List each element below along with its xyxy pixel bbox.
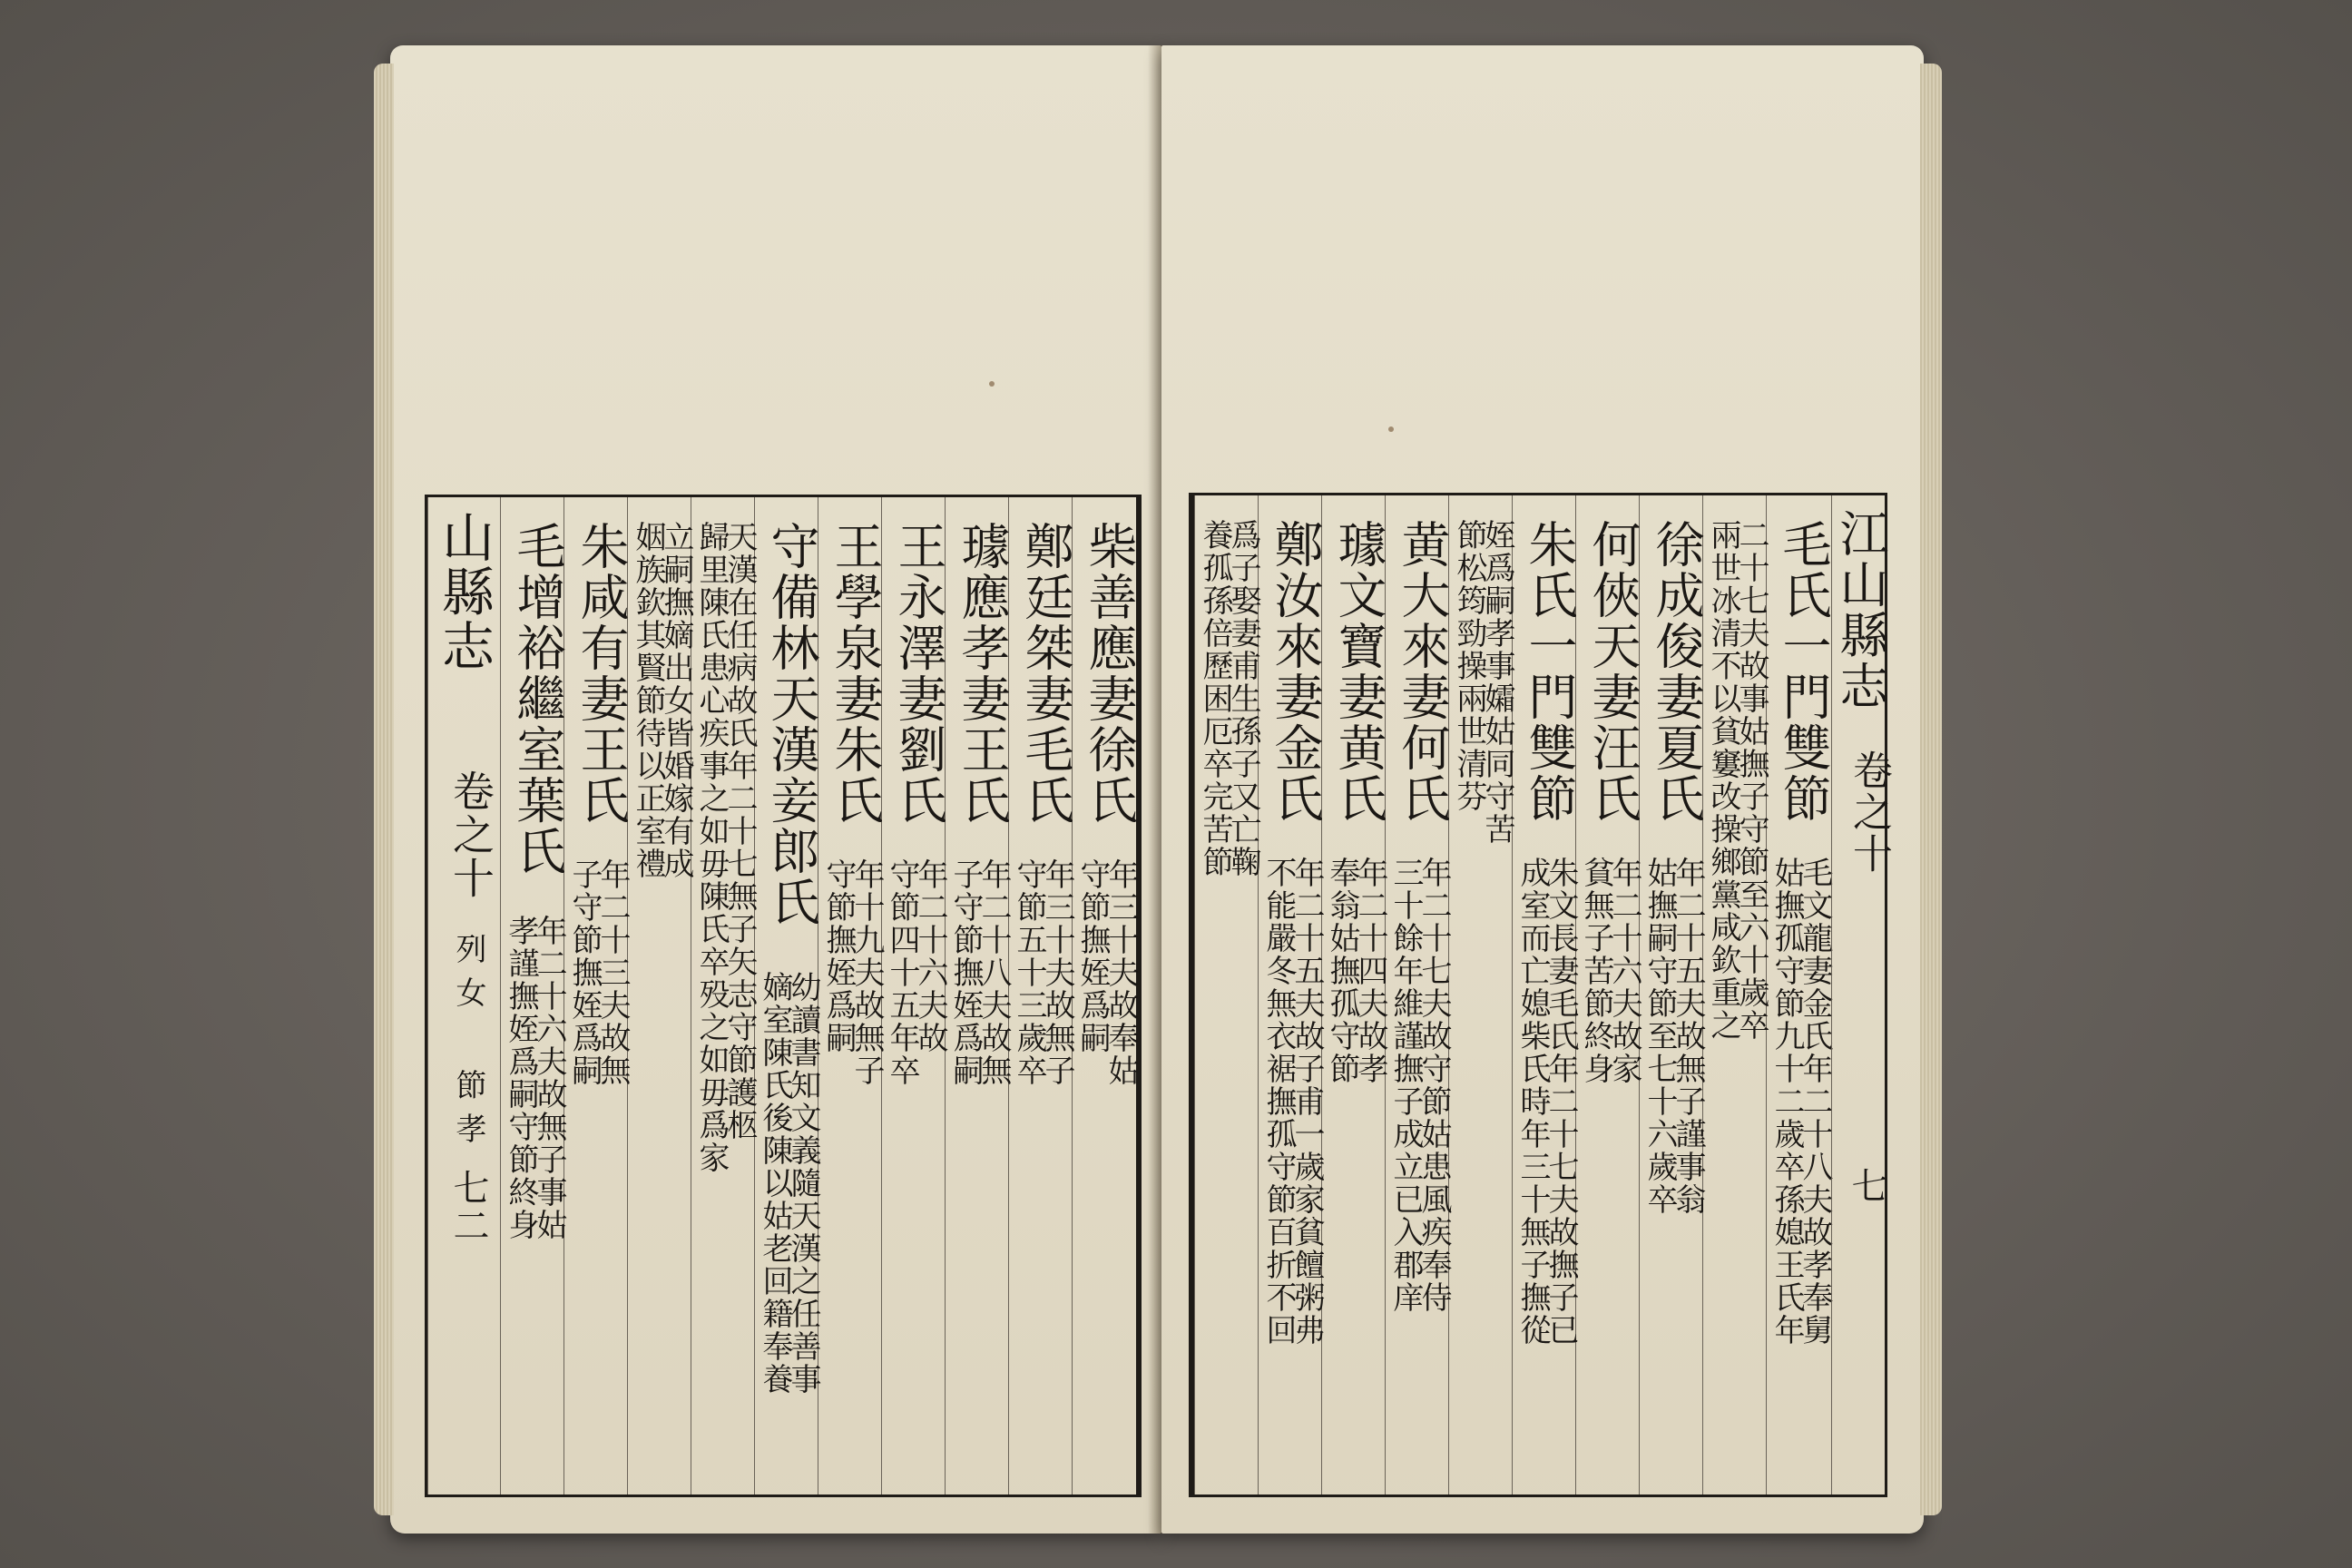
left-page-column-note: 幼讀書知文義隨天漢之任善事 [785,971,821,1396]
left-page-column-heading: 璩應孝妻王氏 [954,521,1011,826]
left-page-column [1008,497,1073,1494]
right-page-column-note: 年二十五夫故無子謹事翁 [1670,857,1706,1216]
left-page-column-note: 年二十八夫故無 [975,858,1012,1087]
left-margin-page: 七二 [447,1169,489,1245]
left-page-column [564,497,631,1494]
paper-spot [1388,426,1394,432]
left-page-column [754,497,821,1494]
left-page-column-note: 守節撫姪爲嗣 [1074,858,1111,1054]
right-page-column [1702,495,1767,1494]
right-page-column-note: 不能嚴冬無衣裾撫孤守節百折不回 [1260,857,1297,1347]
left-page-column [1072,497,1139,1494]
left-page-column-note: 守節五十三歲卒 [1011,858,1047,1087]
right-page-column-heading: 徐成俊妻夏氏 [1648,519,1705,824]
right-page-column [1448,495,1513,1494]
left-page-column-heading: 鄭廷桀妻毛氏 [1017,521,1074,826]
right-page-column-note: 爲子娶妻甫生孫子又亡鞠 [1225,519,1261,878]
right-page-column-note: 毛文龍妻金氏年二十八夫故孝奉舅 [1797,857,1833,1347]
right-page-column-heading: 朱氏一門雙節 [1521,519,1578,824]
right-page-column-note: 年二十五夫故子甫一歲家貧饘粥弗 [1289,857,1325,1347]
right-margin-column [1831,495,1892,1494]
right-page-column [1512,495,1579,1494]
left-page-column [945,497,1012,1494]
right-page-column [1194,495,1259,1494]
right-page-column-note: 二十七夫故事姑撫子守節至六十歲卒 [1733,519,1769,1042]
left-page-column-heading: 柴善應妻徐氏 [1081,521,1138,826]
left-margin-volume: 卷之十 [446,769,495,900]
right-margin-page: 七 [1846,1167,1887,1205]
left-page-column-note: 孝謹撫姪爲嗣守節終身 [503,915,539,1241]
right-page-column [1639,495,1706,1494]
left-page-column-note: 年二十六夫故 [912,858,948,1054]
right-page-column [1575,495,1640,1494]
left-page-column-note: 天漢在任病故氏年二十七無子矢志守節護柩 [721,521,758,1142]
right-margin-title: 江山縣志 [1832,508,1889,711]
left-page-column-heading: 王永澤妻劉氏 [890,521,947,826]
left-page-column-note: 立嗣撫嫡出女皆婚嫁有成 [658,521,694,880]
left-page-column [627,497,694,1494]
open-book [390,36,1924,1538]
left-page-column-note: 年二十三夫故無 [594,858,631,1087]
right-page-column [1766,495,1833,1494]
left-page-column-heading: 王學泉妻朱氏 [827,521,884,826]
right-page-column-heading: 鄭汝來妻金氏 [1267,519,1324,824]
left-margin-column [427,497,495,1494]
left-page-column [818,497,885,1494]
right-page-column-note: 養孤孫倍歷困厄卒完苦節 [1197,519,1233,878]
right-page-column-heading: 何俠天妻汪氏 [1584,519,1642,824]
right-page-column-note: 貧無子苦節終身 [1578,857,1614,1085]
right-page-column [1385,495,1452,1494]
right-page-column-note: 年二十四夫故孝 [1352,857,1388,1085]
left-page-column-note: 子守節撫姪爲嗣 [947,858,984,1087]
left-page-column-heading: 毛增裕繼室葉氏 [509,521,566,877]
left-margin-section: 列女 節孝 [450,933,486,1156]
right-page-column-note: 朱文長妻毛氏年二十七夫故撫子已 [1543,857,1579,1347]
right-page-column-note: 年二十七夫故守節姑患風疾奉侍 [1416,857,1452,1314]
right-page-column [1321,495,1386,1494]
right-page-column-note: 姑撫嗣守節至七十六歲卒 [1642,857,1678,1216]
right-page-column [1258,495,1325,1494]
right-page-column-note: 姪爲嗣孝事孀姑同守苦 [1479,519,1515,846]
left-page-column-note: 年三十夫故無子 [1039,858,1075,1087]
left-page-column-note: 守節撫姪爲嗣 [820,858,857,1054]
left-page [390,45,1161,1534]
left-margin-title: 山縣志 [433,510,495,673]
right-page [1161,45,1924,1534]
right-page-column-note: 年二十六夫故家 [1606,857,1642,1085]
left-page-column [500,497,567,1494]
right-page-column-note: 兩世冰清不以貧窶改操鄉黨咸欽重之 [1705,519,1741,1042]
right-page-column-heading: 黄大來妻何氏 [1394,519,1451,824]
right-page-column-note: 三十餘年維謹撫子成立已入郡庠 [1387,857,1424,1314]
left-page-column [691,497,758,1494]
right-page-column-note: 成室而亡媳柴氏時年三十無子撫從 [1514,857,1551,1347]
left-page-column-note: 子守節撫姪爲嗣 [566,858,603,1087]
left-page-column [881,497,946,1494]
right-margin-volume: 卷之十 [1846,750,1892,875]
left-page-column-note: 年十九夫故無子 [848,858,885,1087]
right-page-column-note: 節松筠勁操兩世清芬 [1451,519,1487,813]
left-page-column-note: 年三十夫故奉姑 [1102,858,1139,1087]
left-page-column-note: 年二十六夫故無子事姑 [531,915,567,1241]
left-page-column-note: 歸里陳氏患心疾事之如毋陳氏卒殁之如毋爲家 [693,521,730,1174]
right-text-frame [1189,493,1892,1497]
left-page-column-heading: 守備林天漢妾郎氏 [763,521,820,927]
left-text-frame [425,495,1142,1497]
right-page-column-note: 奉翁姑撫孤守節 [1324,857,1360,1085]
right-page-column-heading: 璩文寶妻黄氏 [1330,519,1387,824]
right-page-column-note: 姑撫孤守節九十二歲卒孫媳王氏年 [1769,857,1805,1347]
left-page-column-note: 嫡室陳氏後陳以姑老回籍奉養 [757,971,793,1396]
left-page-column-note: 守節四十五年卒 [884,858,920,1087]
left-page-column-heading: 朱咸有妻王氏 [573,521,630,826]
paper-spot [989,381,995,387]
right-page-column-heading: 毛氏一門雙節 [1775,519,1832,824]
left-page-column-note: 姻族欽其賢節待以正室禮 [630,521,666,880]
